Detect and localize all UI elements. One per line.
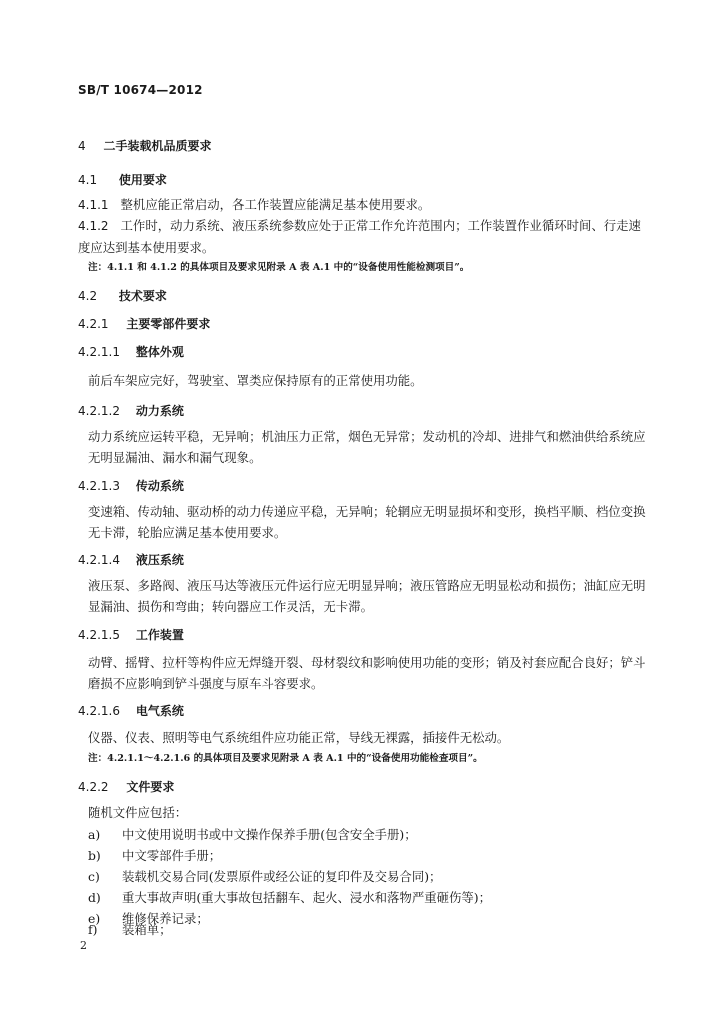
section-title: 技术要求 <box>118 289 167 303</box>
section-number: 4.2.2 <box>78 780 109 794</box>
section-title: 文件要求 <box>126 780 175 794</box>
section-title: 二手装载机品质要求 <box>103 139 212 153</box>
document-list-intro: 随机文件应包括： <box>88 805 188 820</box>
clause-text-4-2-1-4: 液压泵、多路阀、液压马达等液压元件运行应无明显异响；液压管路应无明显松动和损伤；油缸应无明显漏油、损伤和弯曲；转向器应工作灵活，无卡滞。 <box>88 578 646 614</box>
section-4-2-1-4-heading <box>78 551 184 568</box>
section-title: 电气系统 <box>135 704 184 718</box>
section-4-2-1-1-heading <box>78 343 184 360</box>
section-number: 4.2.1.3 <box>78 479 120 493</box>
list-item <box>88 920 172 938</box>
section-4-1-heading <box>78 171 167 188</box>
note-2: 注：4.2.1.1～4.2.1.6 的具体项目及要求见附录 A 表 A.1 中的“设备使用功能检查项目”。 <box>88 753 483 764</box>
clause-text-4-2-1-6: 仪器、仪表、照明等电气系统组件应功能正常，导线无裸露，插接件无松动。 <box>88 730 510 745</box>
section-number: 4.1 <box>78 173 98 187</box>
section-title: 液压系统 <box>135 553 184 567</box>
section-4-2-1-5-heading <box>78 626 184 643</box>
section-number: 4.2.1.6 <box>78 704 120 718</box>
section-4-2-heading <box>78 287 167 304</box>
section-number: 4.2.1.5 <box>78 628 120 642</box>
clause-text-4-2-1-2: 动力系统应运转平稳，无异响；机油压力正常，烟色无异常；发动机的冷却、进排气和燃油供给系统应无明显漏油、漏水和漏气现象。 <box>88 429 646 465</box>
clause-text-4-2-1-5: 动臂、摇臂、拉杆等构件应无焊缝开裂、母材裂纹和影响使用功能的变形；销及衬套应配合良好；铲斗磨损不应影响到铲斗强度与原车斗容要求。 <box>88 655 646 691</box>
clause-text-4-2-1-3: 变速箱、传动轴、驱动桥的动力传递应平稳，无异响；轮辋应无明显损坏和变形，换档平顺、档位变换无卡滞，轮胎应满足基本使用要求。 <box>88 504 646 540</box>
section-number: 4.2.1 <box>78 317 109 331</box>
list-item-text: 中文使用说明书或中文操作保养手册(包含安全手册)； <box>122 827 417 842</box>
section-number: 4.2.1.4 <box>78 553 120 567</box>
list-marker: c) <box>88 869 100 884</box>
list-item-text: 装箱单； <box>122 922 172 937</box>
clause-4-1-2 <box>78 215 648 258</box>
clause-4-1-1 <box>78 194 648 216</box>
list-marker: f) <box>88 922 98 937</box>
list-item-text: 维修保养记录； <box>122 911 209 926</box>
clause-text: 整机应能正常启动，各工作装置应能满足基本使用要求。 <box>120 197 431 212</box>
section-4-2-1-2-heading <box>78 402 184 419</box>
list-marker: e) <box>88 911 101 926</box>
section-number: 4 <box>78 139 86 153</box>
clause-number: 4.1.2 <box>78 219 109 233</box>
section-title: 使用要求 <box>118 173 167 187</box>
list-marker: a) <box>88 827 101 842</box>
section-4-2-1-3-heading <box>78 477 184 494</box>
note-1: 注：4.1.1 和 4.1.2 的具体项目及要求见附录 A 表 A.1 中的“设备使用性能检测项目”。 <box>88 262 470 273</box>
section-title: 工作装置 <box>135 628 184 642</box>
section-4-2-1-6-heading <box>78 702 184 719</box>
section-number: 4.2.1.2 <box>78 404 120 418</box>
clause-text: 工作时，动力系统、液压系统参数应处于正常工作允许范围内；工作装置作业循环时间、行走速度应达到基本使用要求。 <box>78 218 641 255</box>
clause-number: 4.1.1 <box>78 198 109 212</box>
section-4-2-1-heading <box>78 315 210 332</box>
section-4-2-2-heading <box>78 778 174 795</box>
list-item <box>88 888 491 906</box>
clause-text-4-2-1-1: 前后车架应完好，驾驶室、罩类应保持原有的正常使用功能。 <box>88 373 423 388</box>
list-item <box>88 846 221 864</box>
list-item-text: 装载机交易合同(发票原件或经公证的复印件及交易合同)； <box>122 869 442 884</box>
section-title: 主要零部件要求 <box>126 317 211 331</box>
list-item-text: 重大事故声明(重大事故包括翻车、起火、浸水和落物严重砸伤等)； <box>122 890 491 905</box>
list-item-text: 中文零部件手册； <box>122 848 222 863</box>
section-4-heading <box>78 137 211 154</box>
section-number: 4.2 <box>78 289 98 303</box>
list-item <box>88 867 441 885</box>
standard-code-header: SB/T 10674—2012 <box>78 83 203 97</box>
section-title: 传动系统 <box>135 479 184 493</box>
section-number: 4.2.1.1 <box>78 345 120 359</box>
page-number: 2 <box>80 939 87 952</box>
section-title: 整体外观 <box>135 345 184 359</box>
section-title: 动力系统 <box>135 404 184 418</box>
list-item <box>88 825 417 843</box>
list-marker: d) <box>88 890 101 905</box>
list-marker: b) <box>88 848 101 863</box>
